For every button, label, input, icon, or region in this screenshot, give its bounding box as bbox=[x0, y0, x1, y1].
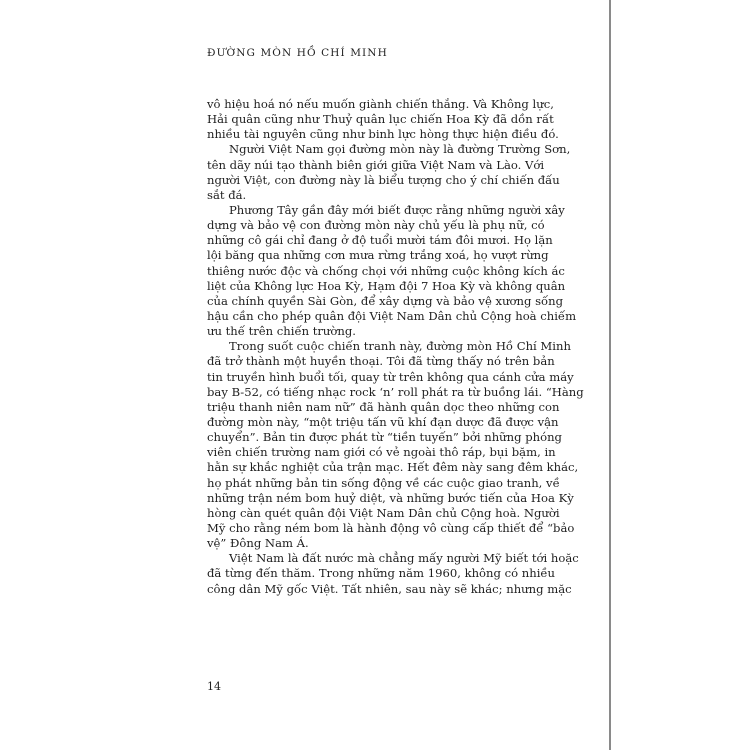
text-line: Mỹ cho rằng ném bom là hành động vô cùng cấp thiết để “bảo bbox=[207, 520, 575, 535]
text-line: lội băng qua những cơn mưa rừng trắng xoá, họ vượt rừng bbox=[207, 248, 549, 263]
body-text bbox=[207, 97, 584, 597]
paragraph bbox=[207, 142, 571, 203]
text-line: những cô gái chỉ đang ở độ tuổi mười tám đôi mươi. Họ lặn bbox=[207, 233, 553, 248]
text-line: ưu thế trên chiến trường. bbox=[207, 324, 356, 339]
paragraph bbox=[207, 339, 584, 551]
text-line: Việt Nam là đất nước mà chẳng mấy người Mỹ biết tới hoặc bbox=[229, 551, 579, 566]
text-line: Trong suốt cuộc chiến tranh này, đường mòn Hồ Chí Minh bbox=[229, 339, 571, 354]
paragraph bbox=[207, 97, 559, 142]
text-line: hậu cần cho phép quân đội Việt Nam Dân chủ Cộng hoà chiếm bbox=[207, 308, 577, 323]
running-header: ĐƯỜNG MÒN HỒ CHÍ MINH bbox=[207, 47, 388, 59]
page-number: 14 bbox=[207, 680, 221, 693]
text-line: Người Việt Nam gọi đường mòn này là đường Trường Sơn, bbox=[229, 142, 571, 157]
text-line: liệt của Không lực Hoa Kỳ, Hạm đội 7 Hoa Kỳ và không quân bbox=[207, 278, 566, 293]
text-line: người Việt, con đường này là biểu tượng cho ý chí chiến đấu bbox=[207, 172, 560, 187]
paragraph bbox=[207, 551, 579, 596]
text-line: Phương Tây gần đây mới biết được rằng những người xây bbox=[229, 202, 565, 217]
text-line: chuyển”. Bản tin được phát từ “tiền tuyến” bởi những phóng bbox=[207, 430, 562, 445]
text-line: đã trở thành một huyền thoại. Tôi đã từng thấy nó trên bản bbox=[207, 354, 555, 369]
text-line: đã từng đến thăm. Trong những năm 1960, không có nhiều bbox=[207, 566, 556, 581]
text-line: những trận ném bom huỷ diệt, và những bước tiến của Hoa Kỳ bbox=[207, 490, 574, 505]
text-line: Hải quân cũng như Thuỷ quân lục chiến Hoa Kỳ đã dồn rất bbox=[207, 112, 554, 127]
text-line: đường mòn này, “một triệu tấn vũ khí đạn dược đã được vận bbox=[207, 414, 559, 429]
text-line: viên chiến trường nam giới có vẻ ngoài thô ráp, bụi bặm, in bbox=[207, 445, 556, 460]
text-line: công dân Mỹ gốc Việt. Tất nhiên, sau này sẽ khác; nhưng mặc bbox=[207, 581, 572, 596]
text-line: hằn sự khắc nghiệt của trận mạc. Hết đêm này sang đêm khác, bbox=[207, 460, 579, 475]
text-line: họ phát những bản tin sống động về các cuộc giao tranh, về bbox=[207, 475, 560, 490]
text-line: dựng và bảo vệ con đường mòn này chủ yếu là phụ nữ, có bbox=[207, 218, 545, 233]
text-line: vệ” Đông Nam Á. bbox=[207, 536, 309, 551]
text-line: thiêng nước độc và chống chọi với những cuộc không kích ác bbox=[207, 263, 565, 278]
text-line: sắt đá. bbox=[207, 187, 247, 202]
page-edge bbox=[609, 0, 611, 750]
text-line: tên dãy núi tạo thành biên giới giữa Việt Nam và Lào. Với bbox=[207, 157, 545, 172]
text-line: tin truyền hình buổi tối, quay từ trên không qua cánh cửa máy bbox=[207, 369, 574, 384]
text-line: nhiều tài nguyên cũng như binh lực hòng thực hiện điều đó. bbox=[207, 127, 559, 142]
text-line: hòng càn quét quân đội Việt Nam Dân chủ Cộng hoà. Người bbox=[207, 505, 560, 520]
text-line: của chính quyền Sài Gòn, để xây dựng và bảo vệ xương sống bbox=[207, 293, 564, 308]
text-line: triệu thanh niên nam nữ” đã hành quân dọc theo những con bbox=[207, 399, 560, 414]
text-line: bay B-52, có tiếng nhạc rock ‘n’ roll phát ra từ buồng lái. “Hàng bbox=[207, 384, 584, 399]
paragraph bbox=[207, 202, 577, 339]
text-line: vô hiệu hoá nó nếu muốn giành chiến thắng. Và Không lực, bbox=[207, 97, 554, 111]
